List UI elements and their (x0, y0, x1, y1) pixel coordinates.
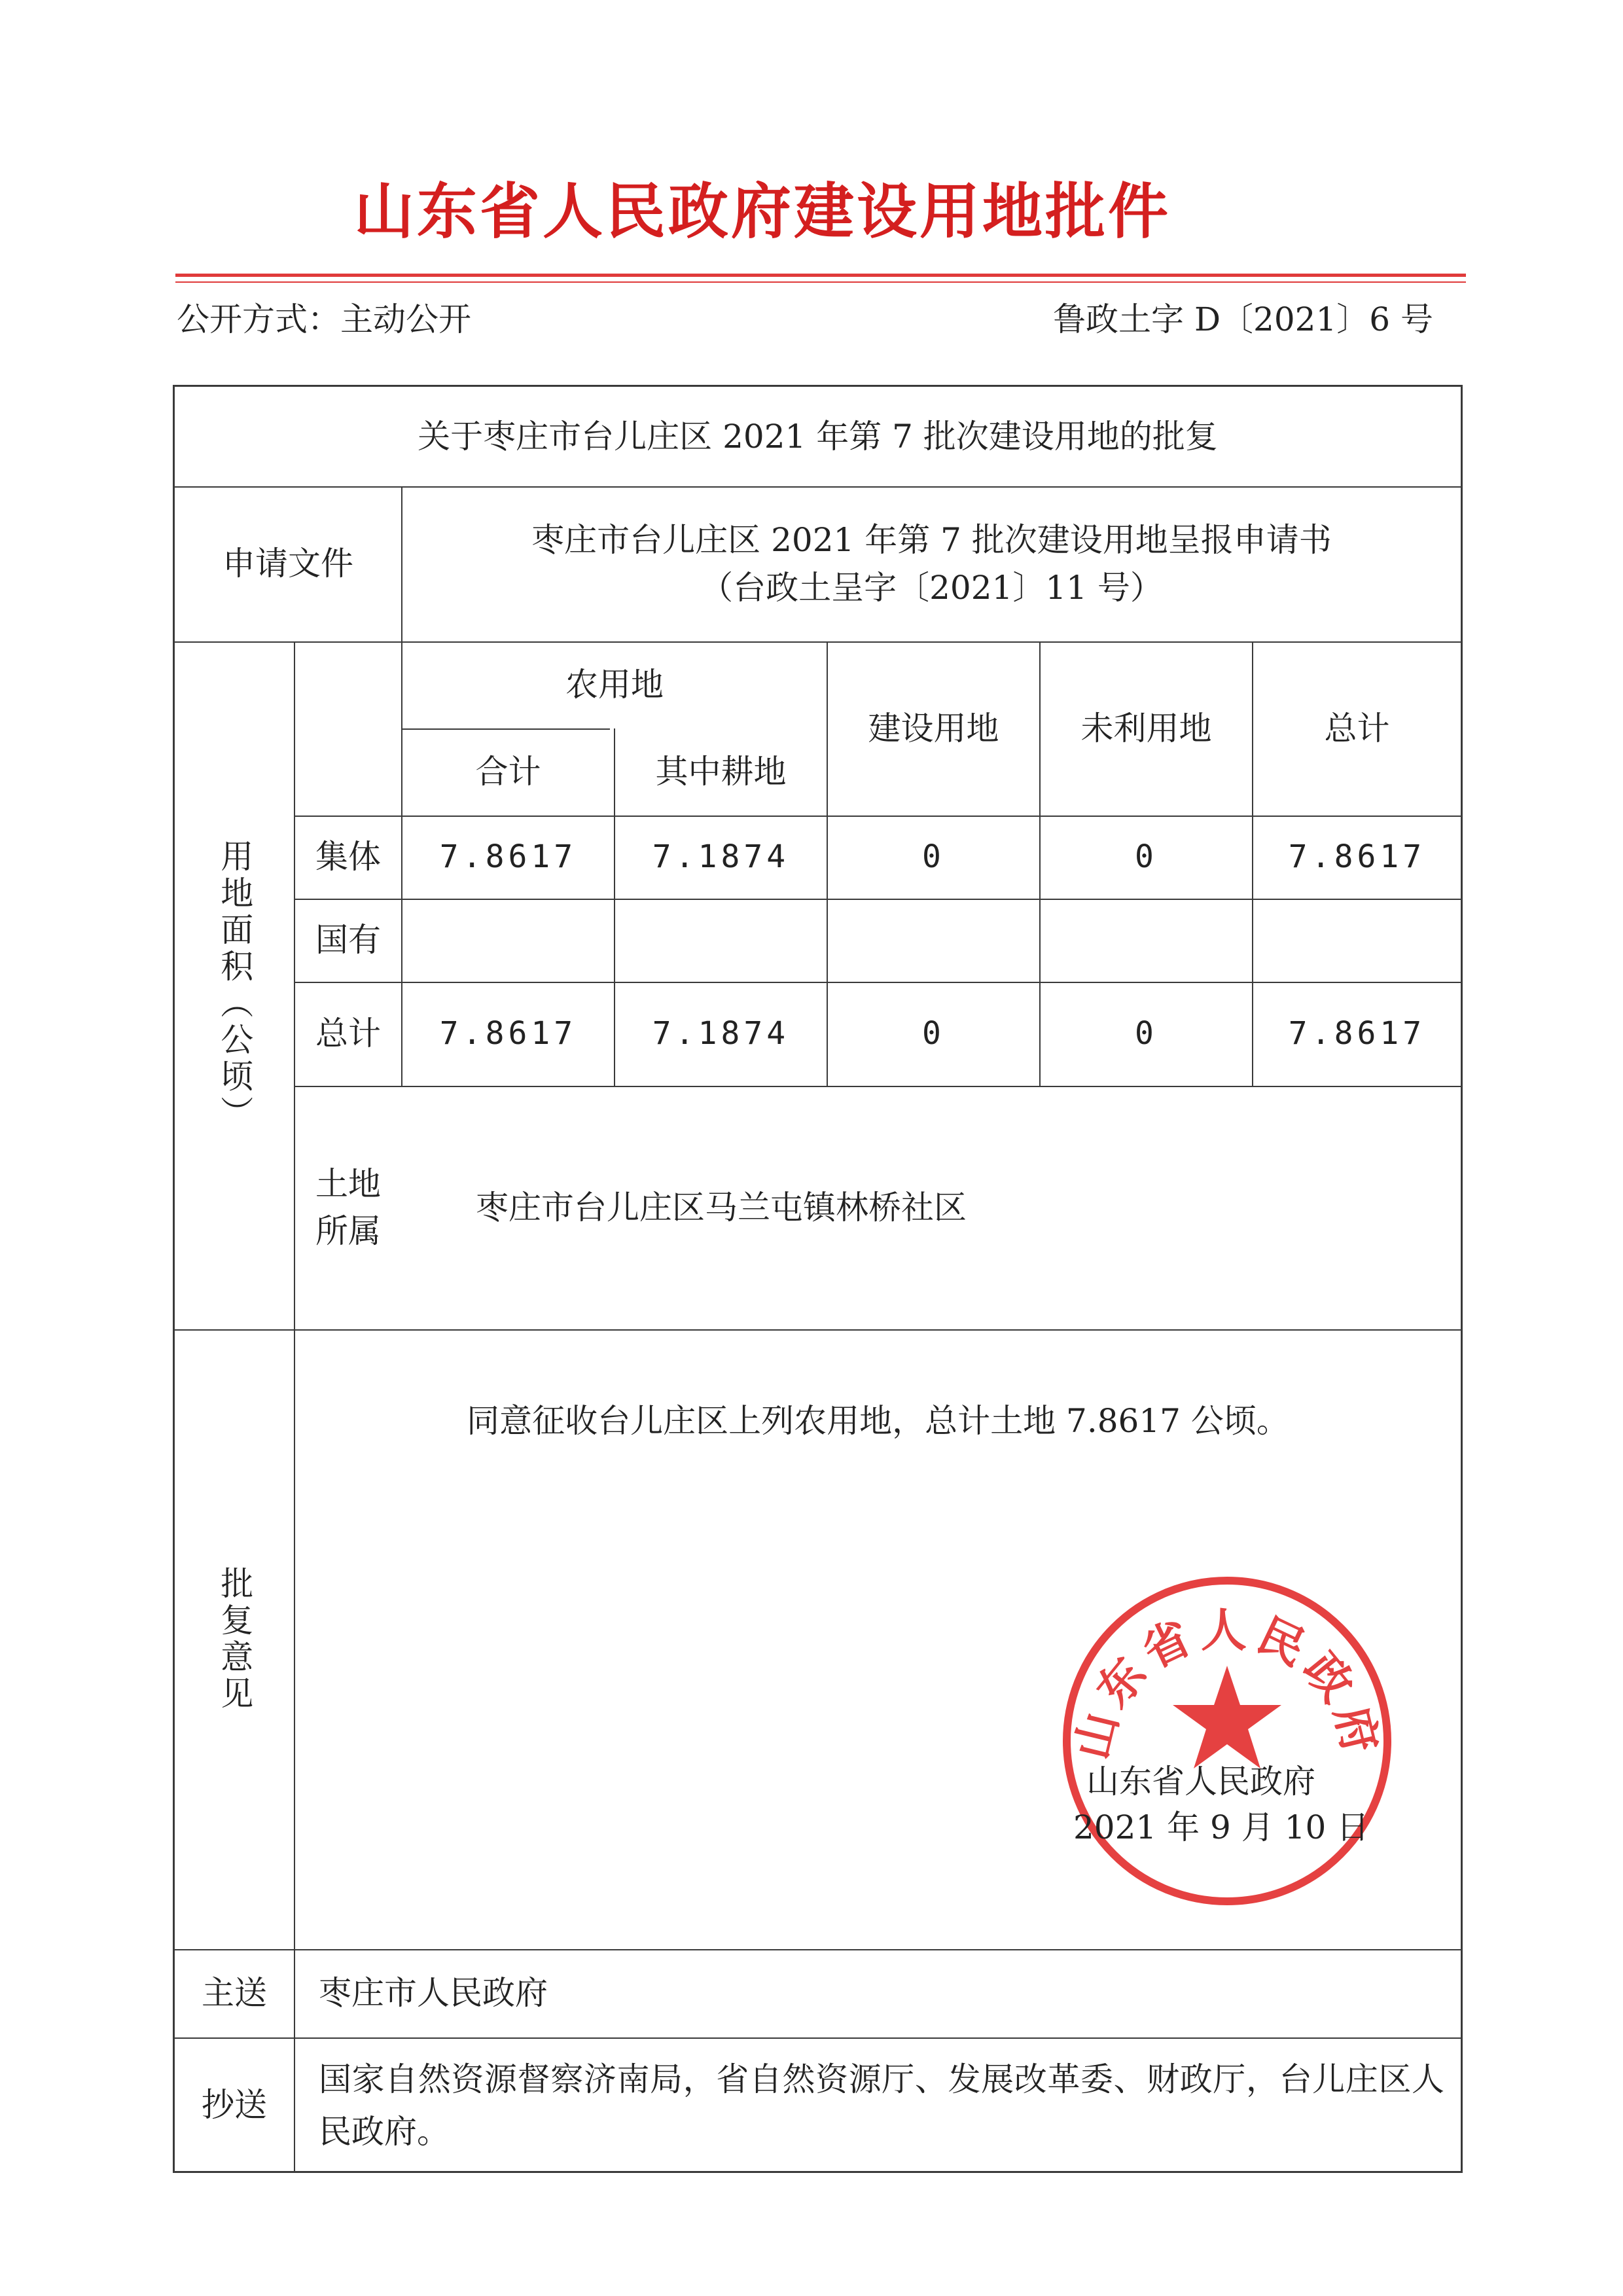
cc-value: 国家自然资源督察济南局，省自然资源厅、发展改革委、财政厅，台儿庄区人民政府。 (319, 2060, 1444, 2151)
cell-total-cultivated: 7.1874 (652, 1014, 790, 1052)
application-line-2: （台政土呈字〔2021〕11 号） (700, 568, 1163, 607)
header-subtotal: 合计 (475, 753, 541, 791)
cell-collective-construction: 0 (922, 838, 945, 875)
cell-state-total (1253, 899, 1461, 982)
header-rule-thick (175, 274, 1466, 277)
ownership-label: 土地所属 (315, 1164, 381, 1250)
cc-label: 抄送 (202, 2086, 267, 2125)
reply-title: 关于枣庄市台儿庄区 2021 年第 7 批次建设用地的批复 (418, 417, 1218, 456)
approval-date: 2021 年 9 月 10 日 (1073, 1808, 1370, 1846)
main-recipient-label: 主送 (202, 1974, 267, 2013)
area-label: 用地面积（公顷） (215, 838, 254, 1132)
cell-state-cultivated (615, 899, 827, 982)
document-title: 山东省人民政府建设用地批件 (353, 176, 1171, 247)
opinion-label: 批复意见 (215, 1566, 254, 1713)
official-seal (1054, 1568, 1400, 1914)
seal-text: 山东省人民政府 (1065, 1604, 1389, 1765)
header-total: 总计 (1324, 709, 1390, 747)
header-agricultural: 农用地 (565, 666, 664, 704)
cell-collective-subtotal: 7.8617 (439, 838, 577, 875)
ownership-value: 枣庄市台儿庄区马兰屯镇林桥社区 (476, 1188, 967, 1227)
opinion-text: 同意征收台儿庄区上列农用地，总计土地 7.8617 公顷。 (467, 1401, 1289, 1440)
document-number: 鲁政土字 D〔2021〕6 号 (1053, 300, 1433, 338)
cell-state-construction (828, 899, 1039, 982)
cell-state-unused (1041, 899, 1252, 982)
cell-collective-total: 7.8617 (1288, 838, 1426, 875)
application-document (402, 486, 1461, 641)
cell-total-total: 7.8617 (1288, 1014, 1426, 1052)
application-line-1: 枣庄市台儿庄区 2021 年第 7 批次建设用地呈报申请书 (531, 521, 1332, 559)
cell-total-construction: 0 (922, 1014, 945, 1052)
cell-collective-cultivated: 7.1874 (652, 838, 790, 875)
header-cultivated: 其中耕地 (655, 753, 787, 791)
application-label: 申请文件 (223, 545, 353, 583)
row-label-total: 总计 (315, 1014, 381, 1053)
cell-total-subtotal: 7.8617 (439, 1014, 577, 1052)
seal-star-icon (1173, 1666, 1281, 1768)
header-construction: 建设用地 (868, 709, 999, 747)
row-label-state: 国有 (315, 921, 381, 960)
header-rule-thin (175, 281, 1466, 283)
cell-total-unused: 0 (1135, 1014, 1158, 1052)
cell-state-subtotal (402, 899, 614, 982)
main-recipient-value: 枣庄市人民政府 (319, 1974, 548, 2013)
header-unused: 未利用地 (1080, 709, 1212, 747)
signer-name: 山东省人民政府 (1086, 1763, 1315, 1801)
cell-collective-unused: 0 (1135, 838, 1158, 875)
disclosure-method: 公开方式：主动公开 (177, 300, 471, 338)
row-label-collective: 集体 (315, 838, 381, 876)
